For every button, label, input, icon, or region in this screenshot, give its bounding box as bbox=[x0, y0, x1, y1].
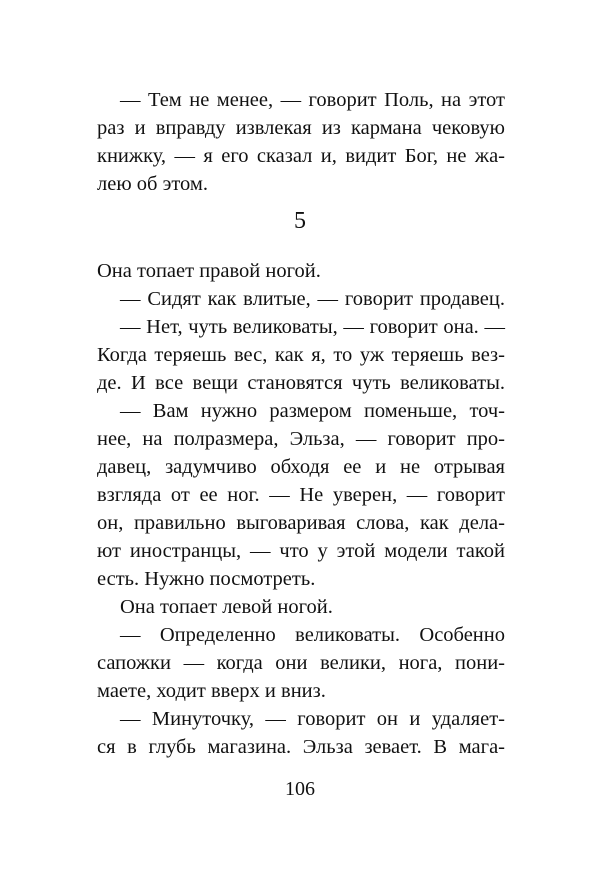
text-line: ют иностранцы, — что у этой модели такой bbox=[97, 540, 505, 562]
text-line: де. И все вещи становятся чуть великоваты. bbox=[97, 372, 505, 394]
chapter-number: 5 bbox=[294, 208, 306, 234]
text-line: — Нет, чуть великоваты, — говорит она. — bbox=[120, 316, 505, 338]
text-line: маете, ходит вверх и вниз. bbox=[97, 680, 326, 702]
text-line: он, правильно выговаривая слова, как дела- bbox=[97, 512, 505, 534]
text-line: нее, на полразмера, Эльза, — говорит про- bbox=[97, 428, 505, 450]
text-line: взгляда от ее ног. — Не уверен, — говорит bbox=[97, 484, 505, 506]
text-line: — Минуточку, — говорит он и удаляет- bbox=[120, 708, 505, 730]
text-line: Когда теряешь вес, как я, то уж теряешь вез- bbox=[97, 344, 505, 366]
text-line: — Вам нужно размером поменьше, точ- bbox=[120, 400, 505, 422]
text-line: — Тем не менее, — говорит Поль, на этот bbox=[120, 89, 505, 111]
text-line: давец, задумчиво обходя ее и не отрывая bbox=[97, 456, 505, 478]
page-number: 106 bbox=[285, 778, 315, 800]
text-line: есть. Нужно посмотреть. bbox=[97, 568, 316, 590]
text-line: — Определенно великоваты. Особенно bbox=[120, 624, 505, 646]
text-line: — Сидят как влитые, — говорит продавец. bbox=[120, 288, 505, 310]
text-line: книжку, — я его сказал и, видит Бог, не жа- bbox=[97, 145, 505, 167]
text-line: ся в глубь магазина. Эльза зевает. В мага- bbox=[97, 736, 505, 758]
text-line: лею об этом. bbox=[97, 173, 209, 195]
text-line: Она топает правой ногой. bbox=[97, 260, 321, 282]
text-line: сапожки — когда они велики, нога, пони- bbox=[97, 652, 505, 674]
text-line: раз и вправду извлекая из кармана чековую bbox=[97, 117, 505, 139]
text-line: Она топает левой ногой. bbox=[120, 596, 333, 618]
